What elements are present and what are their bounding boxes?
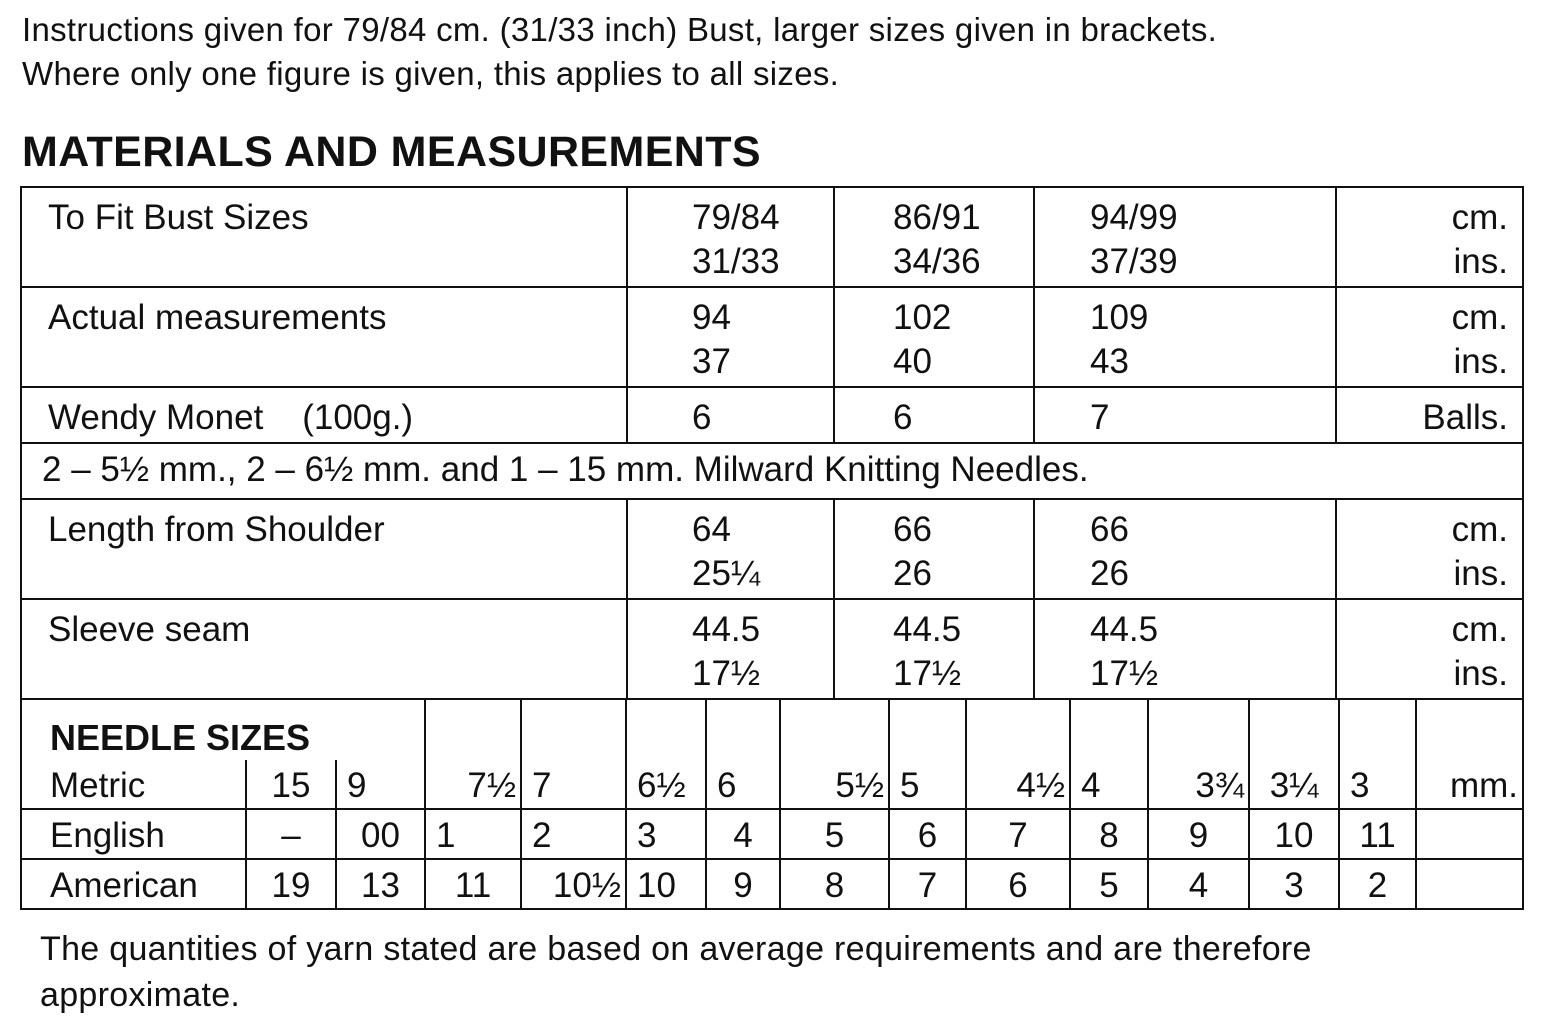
header-cell bbox=[1070, 699, 1148, 760]
size-2-cell: 102 40 bbox=[834, 287, 1034, 387]
unit-cell: cm. ins. bbox=[1336, 499, 1523, 599]
english-cell: – bbox=[246, 809, 336, 859]
size-2-cell: 66 26 bbox=[834, 499, 1034, 599]
english-cell: 4 bbox=[706, 809, 780, 859]
header-cell bbox=[1148, 699, 1249, 760]
metric-unit: mm. bbox=[1416, 760, 1523, 809]
english-cell: 9 bbox=[1148, 809, 1249, 859]
sleeve-row bbox=[21, 599, 1523, 699]
header-cell bbox=[1339, 699, 1416, 760]
unit-cell: cm. ins. bbox=[1336, 187, 1523, 287]
metric-cell: 15 bbox=[246, 760, 336, 809]
needle-sizes-title: NEEDLE SIZES bbox=[21, 699, 425, 760]
metric-cell: 3¼ bbox=[1249, 760, 1339, 809]
size-3-cell: 109 43 bbox=[1034, 287, 1336, 387]
size-3-cell: 44.5 17½ bbox=[1034, 599, 1336, 699]
unit-cell: cm. ins. bbox=[1336, 599, 1523, 699]
header-cell bbox=[966, 699, 1070, 760]
metric-cell: 9 bbox=[336, 760, 425, 809]
english-cell: 6 bbox=[889, 809, 966, 859]
unit-cell: cm. ins. bbox=[1336, 287, 1523, 387]
metric-cell: 5½ bbox=[780, 760, 889, 809]
metric-row bbox=[21, 760, 1523, 809]
english-row bbox=[21, 809, 1523, 859]
needle-sizes-table bbox=[20, 698, 1524, 910]
section-heading: MATERIALS AND MEASUREMENTS bbox=[22, 128, 762, 176]
size-3-cell: 66 26 bbox=[1034, 499, 1336, 599]
english-cell: 8 bbox=[1070, 809, 1148, 859]
actual-measurements-row bbox=[21, 287, 1523, 387]
american-cell: 2 bbox=[1339, 859, 1416, 909]
unit-cell: Balls. bbox=[1336, 387, 1523, 443]
metric-cell: 3 bbox=[1339, 760, 1416, 809]
metric-cell: 6 bbox=[706, 760, 780, 809]
footer-line-1: The quantities of yarn stated are based on average requirements and are therefore bbox=[40, 930, 1312, 968]
metric-label: Metric bbox=[21, 760, 246, 809]
american-cell: 11 bbox=[425, 859, 521, 909]
american-cell: 5 bbox=[1070, 859, 1148, 909]
english-cell bbox=[1416, 809, 1523, 859]
metric-cell: 3¾ bbox=[1148, 760, 1249, 809]
size-1-cell: 64 25¼ bbox=[627, 499, 834, 599]
header-cell bbox=[1416, 699, 1523, 760]
american-cell: 10 bbox=[626, 859, 706, 909]
header-cell bbox=[889, 699, 966, 760]
metric-cell: 6½ bbox=[626, 760, 706, 809]
needles-text: 2 – 5½ mm., 2 – 6½ mm. and 1 – 15 mm. Milward Knitting Needles. bbox=[21, 443, 1523, 499]
yarn-row bbox=[21, 387, 1523, 443]
size-1-cell: 94 37 bbox=[627, 287, 834, 387]
size-3-cell: 7 bbox=[1034, 387, 1336, 443]
needles-text-row bbox=[21, 443, 1523, 499]
length-row bbox=[21, 499, 1523, 599]
english-cell: 7 bbox=[966, 809, 1070, 859]
header-cell bbox=[521, 699, 626, 760]
american-cell: 9 bbox=[706, 859, 780, 909]
english-cell: 1 bbox=[425, 809, 521, 859]
english-cell: 10 bbox=[1249, 809, 1339, 859]
metric-cell: 7 bbox=[521, 760, 626, 809]
materials-table bbox=[20, 186, 1524, 700]
american-label: American bbox=[21, 859, 246, 909]
metric-cell: 4 bbox=[1070, 760, 1148, 809]
american-cell: 3 bbox=[1249, 859, 1339, 909]
header-cell bbox=[780, 699, 889, 760]
footer-line-2: approximate. bbox=[40, 976, 241, 1014]
american-cell bbox=[1416, 859, 1523, 909]
row-label: Actual measurements bbox=[21, 287, 627, 387]
bust-sizes-row bbox=[21, 187, 1523, 287]
metric-cell: 4½ bbox=[966, 760, 1070, 809]
american-cell: 8 bbox=[780, 859, 889, 909]
row-label: Sleeve seam bbox=[21, 599, 627, 699]
english-cell: 5 bbox=[780, 809, 889, 859]
header-cell bbox=[425, 699, 521, 760]
american-cell: 13 bbox=[336, 859, 425, 909]
size-1-cell: 79/84 31/33 bbox=[627, 187, 834, 287]
intro-line-2: Where only one figure is given, this applies to all sizes. bbox=[22, 55, 840, 92]
size-2-cell: 44.5 17½ bbox=[834, 599, 1034, 699]
header-cell bbox=[1249, 699, 1339, 760]
american-cell: 6 bbox=[966, 859, 1070, 909]
size-2-cell: 86/91 34/36 bbox=[834, 187, 1034, 287]
american-cell: 4 bbox=[1148, 859, 1249, 909]
intro-line-1: Instructions given for 79/84 cm. (31/33 inch) Bust, larger sizes given in brackets. bbox=[22, 11, 1218, 48]
size-1-cell: 6 bbox=[627, 387, 834, 443]
row-label: To Fit Bust Sizes bbox=[21, 187, 627, 287]
header-cell bbox=[626, 699, 706, 760]
row-label: Length from Shoulder bbox=[21, 499, 627, 599]
american-cell: 19 bbox=[246, 859, 336, 909]
metric-cell: 5 bbox=[889, 760, 966, 809]
intro-text bbox=[22, 8, 1522, 96]
metric-cell: 7½ bbox=[425, 760, 521, 809]
english-cell: 2 bbox=[521, 809, 626, 859]
english-cell: 11 bbox=[1339, 809, 1416, 859]
english-label: English bbox=[21, 809, 246, 859]
english-cell: 00 bbox=[336, 809, 425, 859]
size-2-cell: 6 bbox=[834, 387, 1034, 443]
american-row bbox=[21, 859, 1523, 909]
footer-note bbox=[40, 926, 1530, 1018]
size-1-cell: 44.5 17½ bbox=[627, 599, 834, 699]
header-cell bbox=[706, 699, 780, 760]
row-label: Wendy Monet (100g.) bbox=[21, 387, 627, 443]
american-cell: 7 bbox=[889, 859, 966, 909]
american-cell: 10½ bbox=[521, 859, 626, 909]
size-3-cell: 94/99 37/39 bbox=[1034, 187, 1336, 287]
english-cell: 3 bbox=[626, 809, 706, 859]
needle-header-row bbox=[21, 699, 1523, 760]
